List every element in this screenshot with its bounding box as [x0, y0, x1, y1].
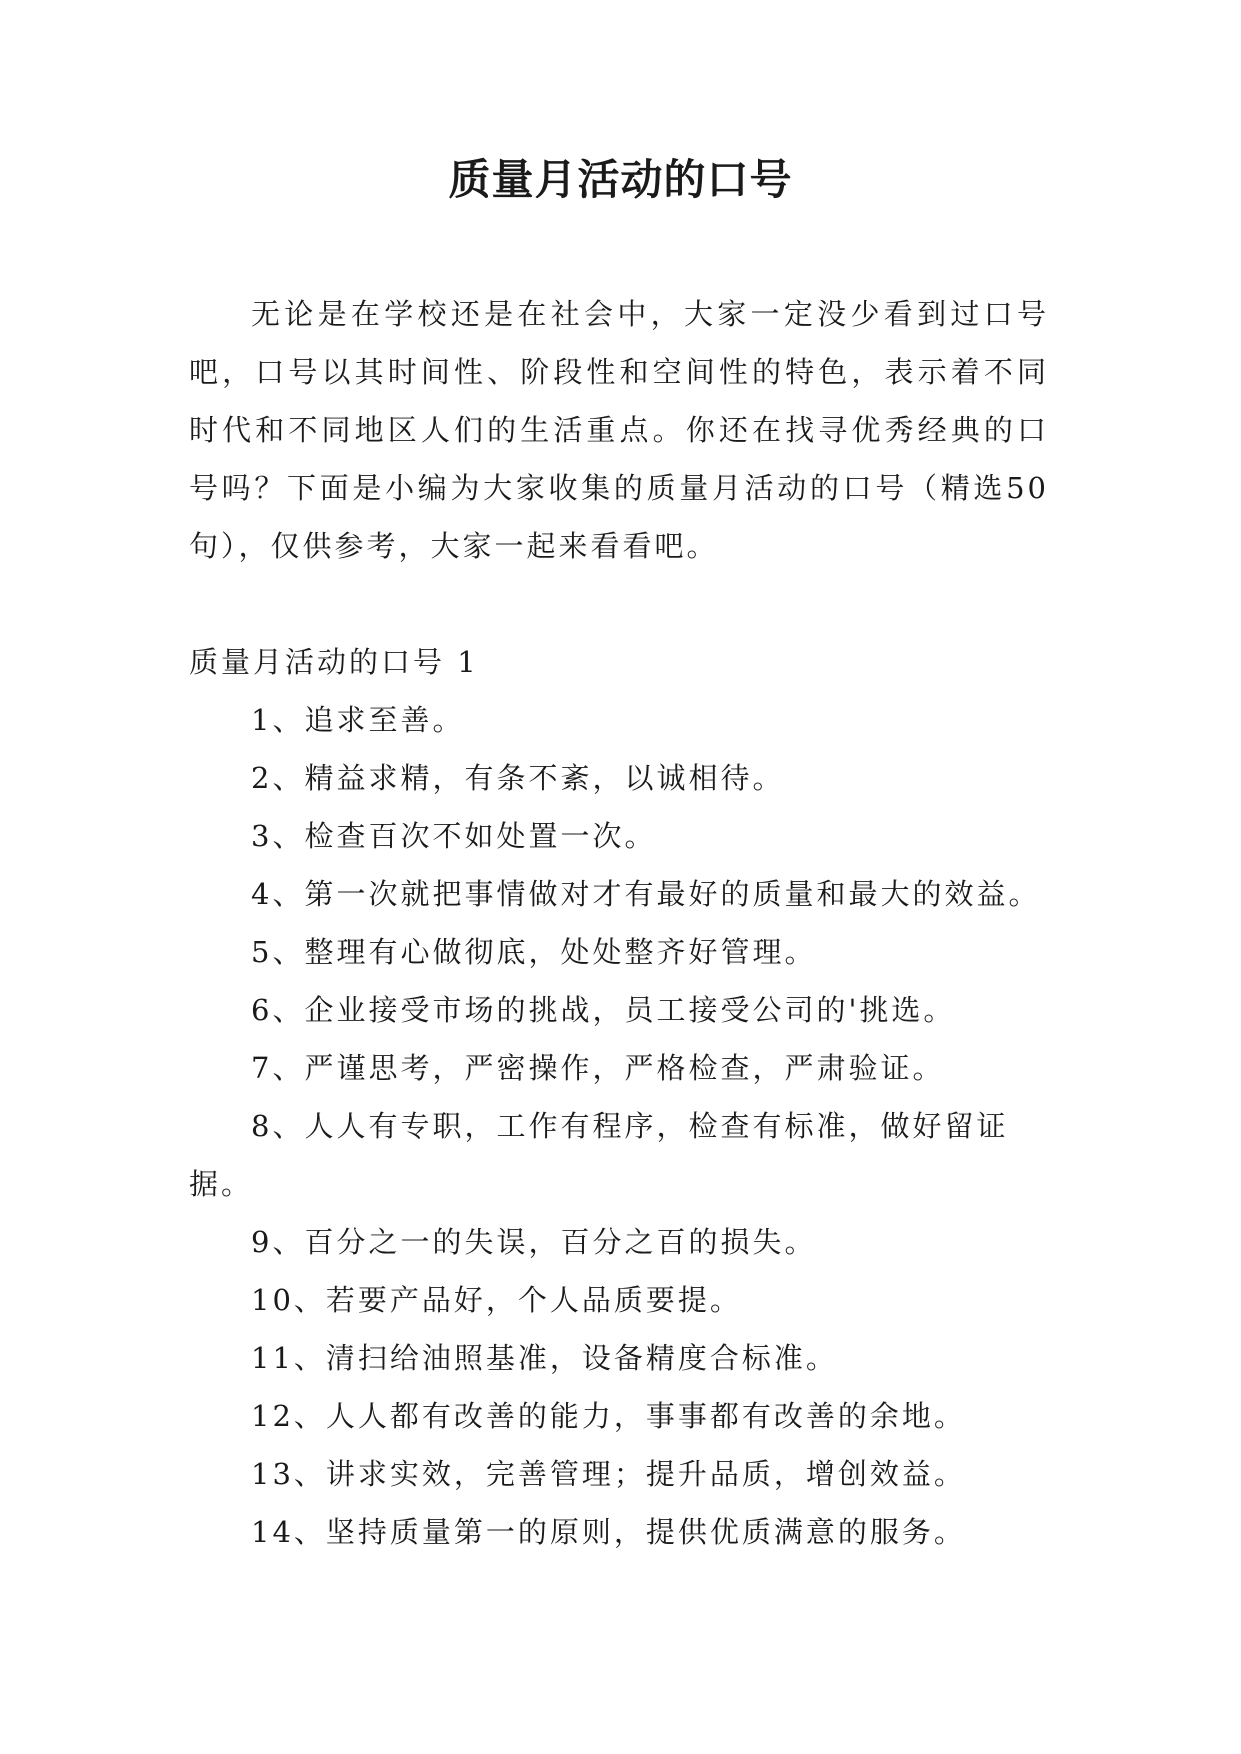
slogan-item: 5、整理有心做彻底，处处整齐好管理。 [251, 935, 817, 969]
intro-paragraph: 无论是在学校还是在社会中，大家一定没少看到过口号吧，口号以其时间性、阶段性和空间性的特色，表示着不同时代和不同地区人们的生活重点。你还在找寻优秀经典的口号吗？下面是小编为大家收集的质量月活动的口号（精选50句），仅供参考，大家一起来看看吧。 [189, 297, 1049, 563]
slogan-item: 9、百分之一的失误，百分之百的损失。 [251, 1225, 817, 1259]
slogan-item: 3、检查百次不如处置一次。 [251, 819, 657, 853]
slogan-item: 14、坚持质量第一的原则，提供优质满意的服务。 [251, 1515, 966, 1549]
section-heading: 质量月活动的口号 1 [189, 645, 479, 679]
slogan-item: 11、清扫给油照基准，设备精度合标准。 [251, 1341, 838, 1375]
slogan-list [189, 691, 1049, 1561]
document-title: 质量月活动的口号 [448, 155, 793, 204]
slogan-item: 10、若要产品好，个人品质要提。 [251, 1283, 742, 1317]
slogan-item: 6、企业接受市场的挑战，员工接受公司的'挑选。 [251, 993, 956, 1027]
slogan-item: 2、精益求精，有条不紊，以诚相待。 [251, 761, 785, 795]
slogan-item: 8、人人有专职，工作有程序，检查有标准，做好留证据。 [189, 1109, 1009, 1201]
slogan-item: 7、严谨思考，严密操作，严格检查，严肃验证。 [251, 1051, 945, 1085]
document-body [189, 285, 1049, 1561]
slogan-item: 4、第一次就把事情做对才有最好的质量和最大的效益。 [251, 877, 1041, 911]
slogan-item: 12、人人都有改善的能力，事事都有改善的余地。 [251, 1399, 966, 1433]
slogan-item: 13、讲求实效，完善管理；提升品质，增创效益。 [251, 1457, 966, 1491]
slogan-item: 1、追求至善。 [251, 703, 465, 737]
